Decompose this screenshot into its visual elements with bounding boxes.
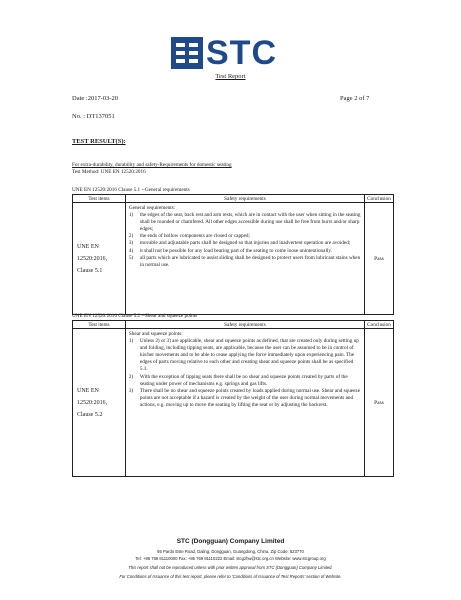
header-safety-requirements: Safety requirements [125,195,364,203]
list-text: movable and adjustable parts shall be designed so that injuries and inadvertent operation are avoided; [139,240,351,247]
clause-heading: UNE EN 12520:2016 Clause 5.2 --Shear and squeeze points [72,313,198,319]
list-number: 3) [128,240,134,247]
test-item-line: 12520:2016, [77,399,108,406]
footer-company: STC (Dongguan) Company Limited [176,538,285,545]
list-text: it shall not be possible for any load bearing part of the seating to come loose unintentionally. [139,247,332,254]
test-item-line: Clause 5.1 [77,267,103,274]
test-item-line: UNE EN [77,387,99,394]
footer-contact: Tel: +86 769 81110000 Fax: +86 769 81110222 Email: stcgzhw@stc.org.cn Website: www.stcgroup.org [135,556,326,561]
requirement-list [129,338,361,409]
list-item [129,233,361,240]
section-title: TEST RESULT(S): [72,138,126,145]
stc-logo [170,33,290,73]
list-number: 1) [128,212,134,219]
report-date: Date :2017-03-20 [72,95,119,102]
list-text: the edges of the seat, back rest and arm rests, which are in contact with the user when sitting in the seating shall be rounded or chamfered. All other edges accessible during use shall be free from burrs and/or sharp edges; [139,212,361,233]
test-method: Test Method: UNE EN 12520:2016 [72,169,146,175]
footer-note: This report shall not be reproduced unless with prior written approval from STC (Dongguan) Company Limited. [128,565,333,570]
logo-text: STC [206,34,277,72]
list-item [129,240,361,247]
header-test-items: Test items [73,195,126,203]
list-text: all parts which are lubricated to assist sliding shall be designed to protect users from lubricant stains when in normal use. [139,254,361,268]
conclusion-cell: Pass [365,203,394,315]
list-item [129,388,361,409]
table-row [73,203,394,315]
list-number: 5) [128,254,134,261]
test-item-line: Clause 5.2 [77,411,103,418]
test-item-cell [73,329,126,477]
test-item-line: UNE EN [77,243,99,250]
list-number: 1) [128,338,134,345]
header-test-items: Test items [73,321,126,329]
report-number: No. : DT137051 [72,113,115,120]
results-table [72,194,394,315]
clause-heading: UNE EN 12520:2016 Clause 5.1 --General requirements [72,187,190,193]
list-number: 2) [128,373,134,380]
list-item [129,212,361,233]
list-item [129,338,361,373]
header-conclusion: Conclusion [365,321,394,329]
list-number: 4) [128,247,134,254]
list-number: 2) [128,233,134,240]
list-text: the ends of hollow components are closed or capped; [139,233,250,240]
list-number: 3) [128,387,134,394]
test-item-line: 12520:2016, [77,255,108,262]
list-item [129,248,361,255]
list-item [129,255,361,269]
conclusion-cell: Pass [365,329,394,477]
header-safety-requirements: Safety requirements [125,321,364,329]
list-text: Unless 2) or 3) are applicable, shear and squeeze points as defined, that are created only during setting up and folding, including tipping seats, are applicable, because the user can be assumed to be in control of his/her movements and to be able to cease applying the force immediately upon experiencing pain. The edges of parts moving relative to each other and creating shear and squeeze points shall be as specified 5.1. [139,338,359,373]
requirement-intro: Shear and squeeze points: [128,331,183,337]
requirement-intro: General requirements: [128,205,176,211]
list-item [129,374,361,388]
test-purpose: For extra-durability, durability and safety-Requirements for domestic seating [72,162,232,168]
requirement-cell [125,203,364,315]
footer-note: For Conditions of Issuance of this test report, please refer to 'Conditions of Issuance of Test Reports' section of Website. [119,574,342,579]
requirement-list [129,212,361,269]
footer-address: 66 Pardo Este Road, Daling, Dongguan, Guangdong, China. Zip Code: 523770 [157,549,304,554]
table-header-row [73,321,394,329]
stc-logo-mark-icon [170,36,204,70]
report-title: Test Report [215,73,246,80]
table-header-row [73,195,394,203]
page-number: Page 2 of 7 [340,95,370,102]
test-item-cell [73,203,126,315]
list-text: There shall be no shear and squeeze points created by loads applied during normal use. Shear and squeeze points are not acceptable if a hazard is created by the weight of the user during normal movements and actions, e.g. moving up to move the seating by lifting the seat or by adjusting the backrest. [139,387,361,408]
requirement-cell [125,329,364,477]
header-conclusion: Conclusion [365,195,394,203]
list-text: With the exception of tipping seats there shall be no shear and squeeze points created by parts of the seating under power of mechanisms e.g. springs and gas lifts. [139,373,348,387]
table-row [73,329,394,477]
results-table [72,320,394,477]
